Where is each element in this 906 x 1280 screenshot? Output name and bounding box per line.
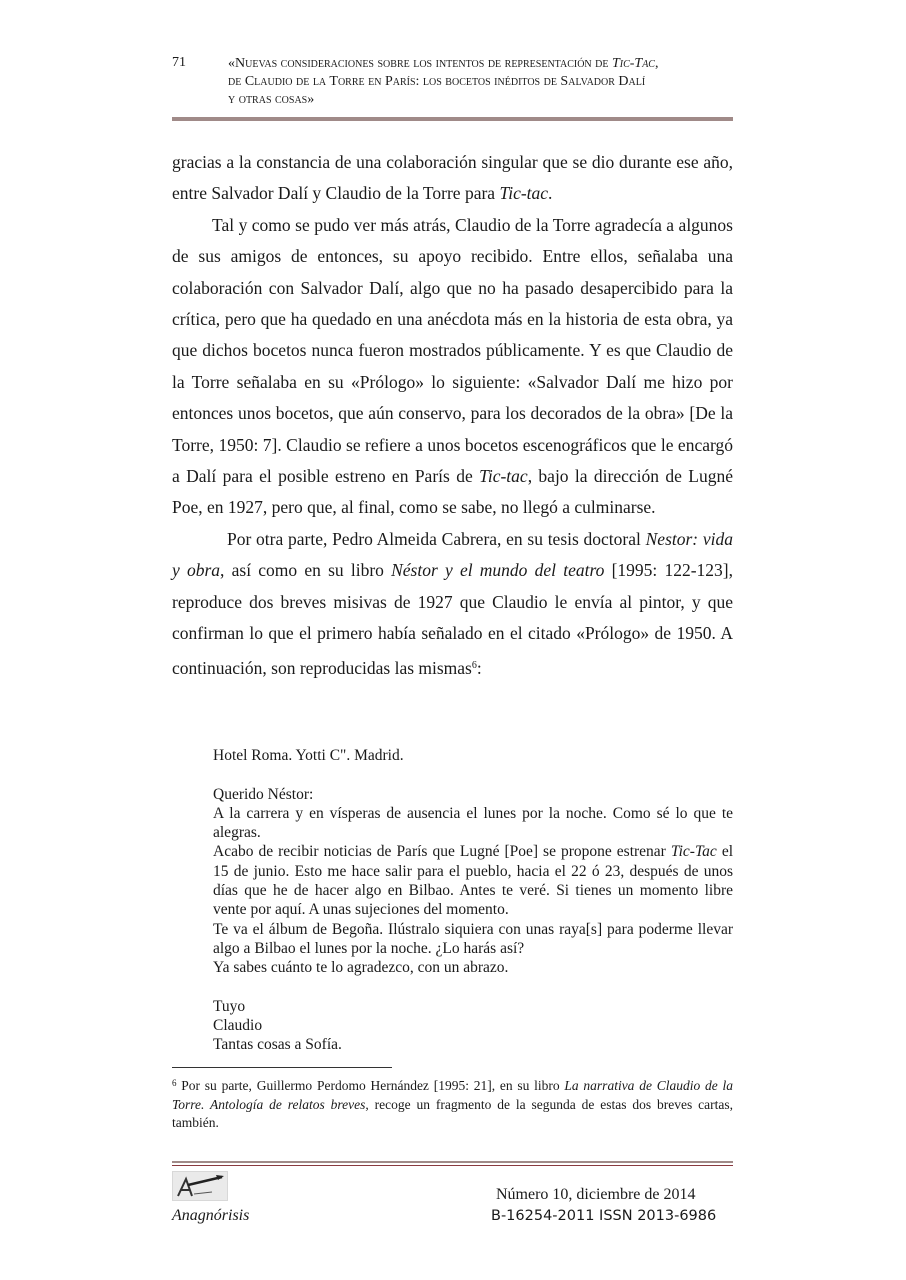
- p3-text-a: Por otra parte, Pedro Almeida Cabrera, en su tesis doctoral: [227, 528, 646, 549]
- running-head-line-1: [228, 55, 733, 73]
- letter-line-2: [213, 842, 733, 919]
- footer-rule-thin: [172, 1165, 733, 1166]
- body-text: [172, 147, 733, 684]
- journal-name: Anagnórisis: [172, 1207, 250, 1224]
- letter-line-2-a: Acabo de recibir noticias de París que Lugné [Poe] se propone estrenar: [213, 843, 671, 861]
- p3-italic-1: Nestor: vida y obra: [172, 528, 733, 581]
- p1-italic: Tic-tac: [499, 183, 549, 204]
- letter-line-2-italic: Tic-Tac: [670, 843, 717, 861]
- letter-closing-2: Claudio: [213, 1017, 263, 1035]
- footer-rule: [172, 1161, 733, 1163]
- quoted-letter: [213, 746, 733, 1055]
- letter-gap: [213, 765, 733, 784]
- p2-text-c: , bajo la dirección de Lugné Poe, en 1927, pero que, al final, como se sabe, no llegó a culminarse.: [172, 466, 733, 518]
- running-head-line-3: y otras cosas»: [228, 92, 315, 107]
- footnote-reference[interactable]: 6: [471, 659, 477, 671]
- letter-address: Hotel Roma. Yotti C". Madrid.: [213, 747, 404, 764]
- footnote-separator: [172, 1067, 392, 1068]
- running-head-italic: Tic-Tac: [611, 56, 655, 71]
- letter-line-3: Te va el álbum de Begoña. Ilústralo siquiera con unas raya[s] para poderme llevar algo a Bilbao el lunes por la noche. ¿Lo harás así?: [213, 920, 733, 957]
- letter-line-4: Ya sabes cuánto te lo agradezco, con un abrazo.: [213, 959, 509, 977]
- letter-salutation: Querido Néstor:: [213, 785, 314, 803]
- p3-italic-2: Néstor y el mundo del teatro: [391, 560, 605, 581]
- letter-line-1: A la carrera y en vísperas de ausencia el lunes por la noche. Como sé lo que te alegras.: [213, 804, 733, 842]
- page-number: 71: [172, 55, 186, 70]
- paragraph-2: [172, 210, 733, 524]
- issn-info: B-16254-2011 ISSN 2013-6986: [491, 1208, 717, 1224]
- footnote-text-a: Por su parte, Guillermo Perdomo Hernández [1995: 21], en su libro: [176, 1078, 565, 1093]
- letter-closing-3: Tantas cosas a Sofía.: [213, 1036, 342, 1054]
- p2-italic: Tic-tac: [479, 466, 528, 487]
- running-head-text: «Nuevas consideraciones sobre los intentos de representación de: [228, 56, 612, 71]
- running-head: [228, 55, 733, 109]
- letter-line-2-c: el 15 de junio. Esto me hace salir para el pueblo, hacia el 22 ó 23, después de unos días que he de hacer algo en Bilbao. Antes te veré. Si tienes un momento libre vente por aquí. A unas sujeciones del momento.: [213, 843, 734, 919]
- paragraph-3: [172, 524, 733, 684]
- anagnorisis-logo-icon: [172, 1171, 228, 1201]
- running-head-comma: ,: [654, 56, 659, 71]
- issue-info: Número 10, diciembre de 2014: [496, 1186, 696, 1203]
- footnote-number: 6: [172, 1078, 177, 1088]
- letter-gap: [213, 978, 733, 997]
- footnote-text-c: , recoge un fragmento de la segunda de estas dos breves cartas, también.: [172, 1096, 733, 1130]
- p2-text-a: Tal y como se pudo ver más atrás, Claudio de la Torre agradecía a algunos de sus amigos de entonces, su apoyo recibido. Entre ellos, señalaba una colaboración con Salvador Dalí, algo que no ha pasado desapercibido para la crítica, pero que ha quedado en una anécdota más en la historia de esta obra, ya que dichos bocetos nunca fueron mostrados públicamente. Y es que Claudio de la Torre señalaba en su «Prólogo» lo siguiente: «Salvador Dalí me hizo por entonces unos bocetos, que aún conservo, para los decorados de la obra» [De la Torre, 1950: 7]. Claudio se refiere a unos bocetos escenográficos que le encargó a Dalí para el posible estreno en París de: [172, 214, 733, 487]
- running-head-line-2: de Claudio de la Torre en París: los bocetos inéditos de Salvador Dalí: [228, 74, 646, 89]
- p1-text-a: gracias a la constancia de una colaboración singular que se dio durante ese año, entre Salvador Dalí y Claudio de la Torre para: [172, 152, 733, 204]
- letter-closing-1: Tuyo: [213, 997, 246, 1015]
- footnote-italic: La narrativa de Claudio de la Torre. Antología de relatos breves: [172, 1078, 734, 1112]
- p3-text-e: [1995: 122-123], reproduce dos breves misivas de 1927 que Claudio le envía al pintor, y que confirman lo que el primero había señalado en el citado «Prólogo» de 1950. A continuación, son reproducidas las mismas: [172, 560, 734, 678]
- header-rule: [172, 117, 733, 121]
- p3-text-c: , así como en su libro: [220, 560, 392, 581]
- paragraph-1: [172, 147, 733, 210]
- footnote: [172, 1074, 733, 1133]
- p1-text-c: .: [548, 183, 553, 204]
- p3-text-f: :: [476, 657, 482, 678]
